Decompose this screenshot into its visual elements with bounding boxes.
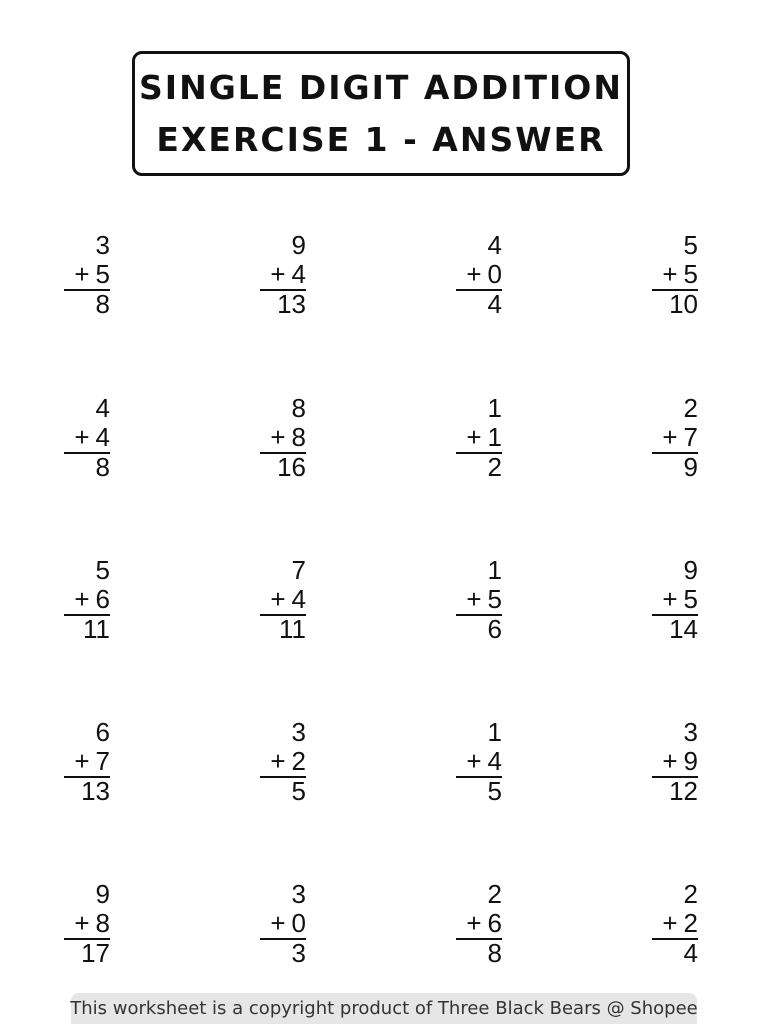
sum-answer: 12 [669, 776, 698, 806]
addend-bottom: 5 [487, 584, 502, 614]
addition-problem [652, 717, 698, 809]
addition-problem [456, 230, 502, 322]
addend-bottom: 2 [291, 746, 306, 776]
addend-bottom-line [466, 584, 502, 614]
sum-answer: 8 [95, 452, 110, 482]
sum-answer: 13 [277, 289, 306, 319]
sum-answer: 11 [83, 614, 110, 644]
addend-bottom-line [466, 422, 502, 452]
addend-top: 9 [683, 555, 698, 585]
addend-bottom: 0 [487, 259, 502, 289]
addend-top: 9 [291, 230, 306, 260]
addend-bottom-line [466, 746, 502, 776]
addition-problem [260, 393, 306, 485]
addition-problem [652, 555, 698, 647]
addend-bottom-line [74, 908, 110, 938]
addend-bottom: 4 [95, 422, 110, 452]
addend-bottom: 5 [683, 584, 698, 614]
sum-answer: 4 [683, 938, 698, 968]
addend-bottom: 4 [291, 584, 306, 614]
plus-sign: + [74, 584, 90, 614]
plus-sign: + [662, 746, 678, 776]
sum-answer: 9 [683, 452, 698, 482]
addend-bottom: 8 [95, 908, 110, 938]
sum-answer: 4 [487, 289, 502, 319]
addend-bottom: 5 [95, 259, 110, 289]
addition-problem [260, 717, 306, 809]
addend-top: 3 [95, 230, 110, 260]
plus-sign: + [662, 422, 678, 452]
plus-sign: + [662, 584, 678, 614]
plus-sign: + [662, 908, 678, 938]
sum-answer: 10 [669, 289, 698, 319]
plus-sign: + [270, 908, 286, 938]
addition-problem [652, 393, 698, 485]
addend-bottom: 4 [487, 746, 502, 776]
addend-top: 6 [95, 717, 110, 747]
addend-top: 7 [291, 555, 306, 585]
addend-bottom-line [662, 259, 698, 289]
plus-sign: + [466, 422, 482, 452]
sum-answer: 14 [669, 614, 698, 644]
addition-problem [456, 879, 502, 971]
addition-problem [260, 230, 306, 322]
plus-sign: + [270, 259, 286, 289]
addition-problem [260, 555, 306, 647]
addition-problem [64, 879, 110, 971]
plus-sign: + [74, 259, 90, 289]
addend-top: 2 [683, 879, 698, 909]
plus-sign: + [466, 746, 482, 776]
sum-answer: 11 [279, 614, 306, 644]
addend-bottom-line [270, 259, 306, 289]
addend-bottom-line [74, 259, 110, 289]
addend-bottom: 6 [95, 584, 110, 614]
addend-bottom-line [466, 908, 502, 938]
addend-bottom-line [270, 422, 306, 452]
plus-sign: + [270, 584, 286, 614]
sum-answer: 6 [487, 614, 502, 644]
addend-bottom-line [662, 422, 698, 452]
addend-bottom-line [662, 908, 698, 938]
addend-bottom-line [74, 422, 110, 452]
addition-problem [456, 717, 502, 809]
plus-sign: + [466, 584, 482, 614]
addition-problem [260, 879, 306, 971]
sum-answer: 3 [291, 938, 306, 968]
addend-bottom: 1 [487, 422, 502, 452]
addition-problem [64, 230, 110, 322]
addition-problem [652, 230, 698, 322]
plus-sign: + [662, 259, 678, 289]
addend-top: 1 [487, 717, 502, 747]
copyright-footer: This worksheet is a copyright product of Three Black Bears @ Shopee [71, 993, 697, 1024]
addend-top: 3 [683, 717, 698, 747]
addend-bottom: 7 [95, 746, 110, 776]
plus-sign: + [270, 746, 286, 776]
addend-bottom: 0 [291, 908, 306, 938]
addend-bottom: 2 [683, 908, 698, 938]
addend-bottom-line [74, 584, 110, 614]
addend-bottom: 9 [683, 746, 698, 776]
addition-problem [64, 393, 110, 485]
addition-problem [652, 879, 698, 971]
sum-answer: 8 [95, 289, 110, 319]
addend-bottom-line [466, 259, 502, 289]
addition-problem [64, 555, 110, 647]
addend-top: 2 [683, 393, 698, 423]
plus-sign: + [74, 746, 90, 776]
sum-answer: 2 [487, 452, 502, 482]
addition-problem [456, 393, 502, 485]
addend-top: 4 [487, 230, 502, 260]
sum-answer: 16 [277, 452, 306, 482]
addition-problem [456, 555, 502, 647]
addition-problem [64, 717, 110, 809]
addend-top: 3 [291, 879, 306, 909]
addend-bottom-line [74, 746, 110, 776]
addend-bottom-line [270, 584, 306, 614]
plus-sign: + [270, 422, 286, 452]
plus-sign: + [466, 259, 482, 289]
addend-top: 2 [487, 879, 502, 909]
addend-bottom: 6 [487, 908, 502, 938]
addend-top: 5 [683, 230, 698, 260]
addend-bottom-line [662, 746, 698, 776]
plus-sign: + [466, 908, 482, 938]
addend-bottom-line [270, 908, 306, 938]
sum-answer: 5 [487, 776, 502, 806]
worksheet-subtitle: EXERCISE 1 - ANSWER [156, 119, 606, 159]
addend-bottom: 8 [291, 422, 306, 452]
addend-bottom-line [270, 746, 306, 776]
plus-sign: + [74, 908, 90, 938]
addend-bottom: 7 [683, 422, 698, 452]
worksheet-title: SINGLE DIGIT ADDITION [139, 67, 623, 107]
addend-top: 9 [95, 879, 110, 909]
sum-answer: 17 [81, 938, 110, 968]
sum-answer: 5 [291, 776, 306, 806]
addend-top: 4 [95, 393, 110, 423]
addend-bottom-line [662, 584, 698, 614]
sum-answer: 8 [487, 938, 502, 968]
addend-bottom: 5 [683, 259, 698, 289]
addend-bottom: 4 [291, 259, 306, 289]
sum-answer: 13 [81, 776, 110, 806]
plus-sign: + [74, 422, 90, 452]
addend-top: 5 [95, 555, 110, 585]
addend-top: 1 [487, 393, 502, 423]
addend-top: 3 [291, 717, 306, 747]
addend-top: 1 [487, 555, 502, 585]
addend-top: 8 [291, 393, 306, 423]
